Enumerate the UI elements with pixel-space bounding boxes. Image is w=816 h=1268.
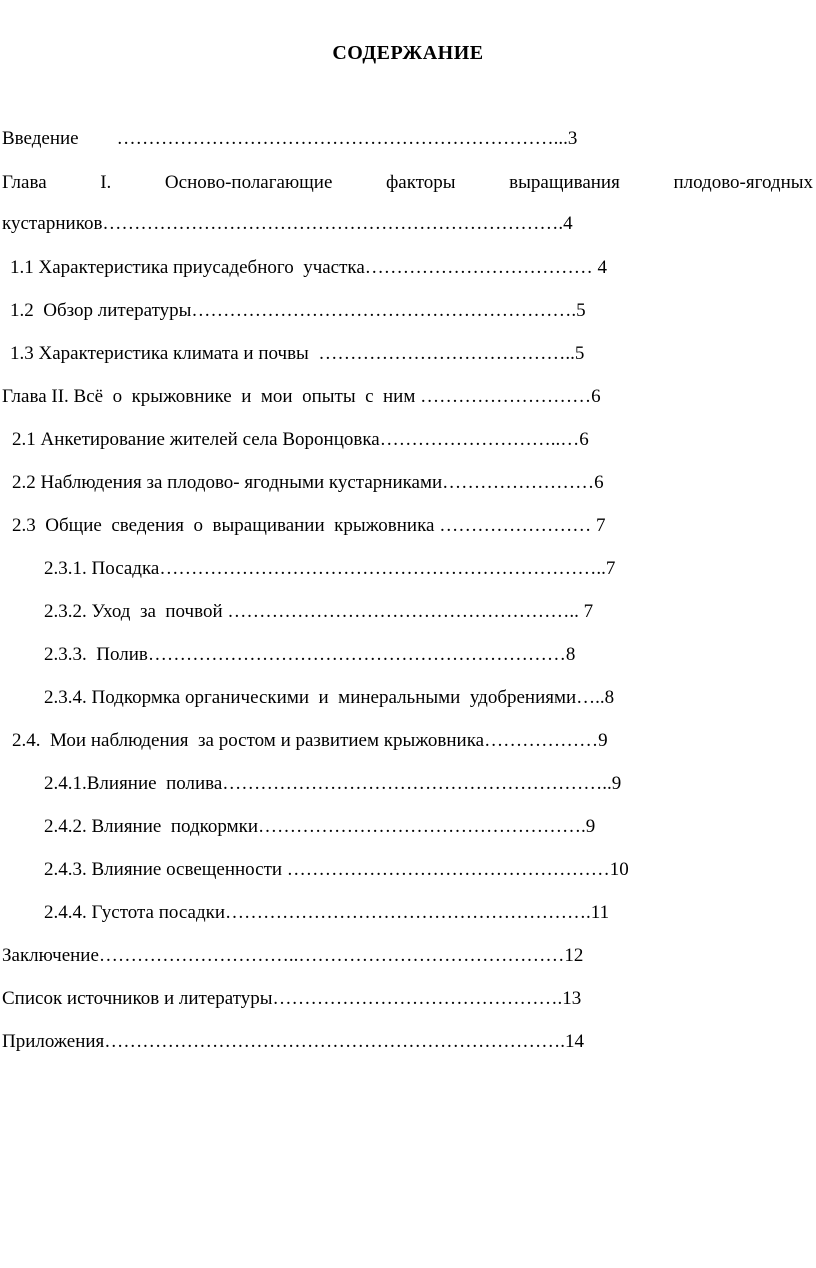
toc-entry-2-3-4: 2.3.4. Подкормка органическими и минеральными удобрениями…..8 <box>44 687 615 708</box>
toc-entry-2-3: 2.3 Общие сведения о выращивании крыжовника …………………… 7 <box>12 515 606 536</box>
toc-entry-chapter-2: Глава II. Всё о крыжовнике и мои опыты с ним ………………………6 <box>2 386 601 407</box>
toc-entry-chapter-1: Глава I. Осново-полагающие факторы выращивания плодово-ягодных <box>2 172 813 193</box>
toc-entry-2-2: 2.2 Наблюдения за плодово- ягодными кустарниками……………………6 <box>12 472 604 493</box>
toc-entry-1-3: 1.3 Характеристика климата и почвы …………………………………..5 <box>10 343 585 364</box>
toc-entry-2-4-3: 2.4.3. Влияние освещенности ……………………………………………10 <box>44 859 629 880</box>
toc-entry-introduction: Введение ……………………………………………………………...3 <box>2 128 578 149</box>
toc-entry-2-4-1: 2.4.1.Влияние полива……………………………………………………..9 <box>44 773 622 794</box>
page-title: СОДЕРЖАНИЕ <box>332 42 484 64</box>
toc-entry-2-4-2: 2.4.2. Влияние подкормки…………………………………………….9 <box>44 816 596 837</box>
toc-entry-2-1: 2.1 Анкетирование жителей села Воронцовка………………………..…6 <box>12 429 589 450</box>
toc-entry-chapter-1-cont: кустарников……………………………………………………………….4 <box>2 213 573 234</box>
toc-entry-references: Список источников и литературы……………………………………….13 <box>2 988 582 1009</box>
toc-entry-2-3-3: 2.3.3. Полив…………………………………………………………8 <box>44 644 576 665</box>
toc-entry-1-2: 1.2 Обзор литературы…………………………………………………….5 <box>10 300 586 321</box>
toc-entry-2-4-4: 2.4.4. Густота посадки………………………………………………….11 <box>44 902 610 923</box>
toc-entry-1-1: 1.1 Характеристика приусадебного участка……………………………… 4 <box>10 257 608 278</box>
toc-entry-2-3-1: 2.3.1. Посадка……………………………………………………………..7 <box>44 558 616 579</box>
toc-entry-conclusion: Заключение…………………………..……………………………………12 <box>2 945 584 966</box>
toc-entry-appendices: Приложения……………………………………………………………….14 <box>2 1031 585 1052</box>
toc-entry-2-3-2: 2.3.2. Уход за почвой ……………………………………………….. 7 <box>44 601 594 622</box>
toc-entry-2-4: 2.4. Мои наблюдения за ростом и развитием крыжовника………………9 <box>12 730 608 751</box>
